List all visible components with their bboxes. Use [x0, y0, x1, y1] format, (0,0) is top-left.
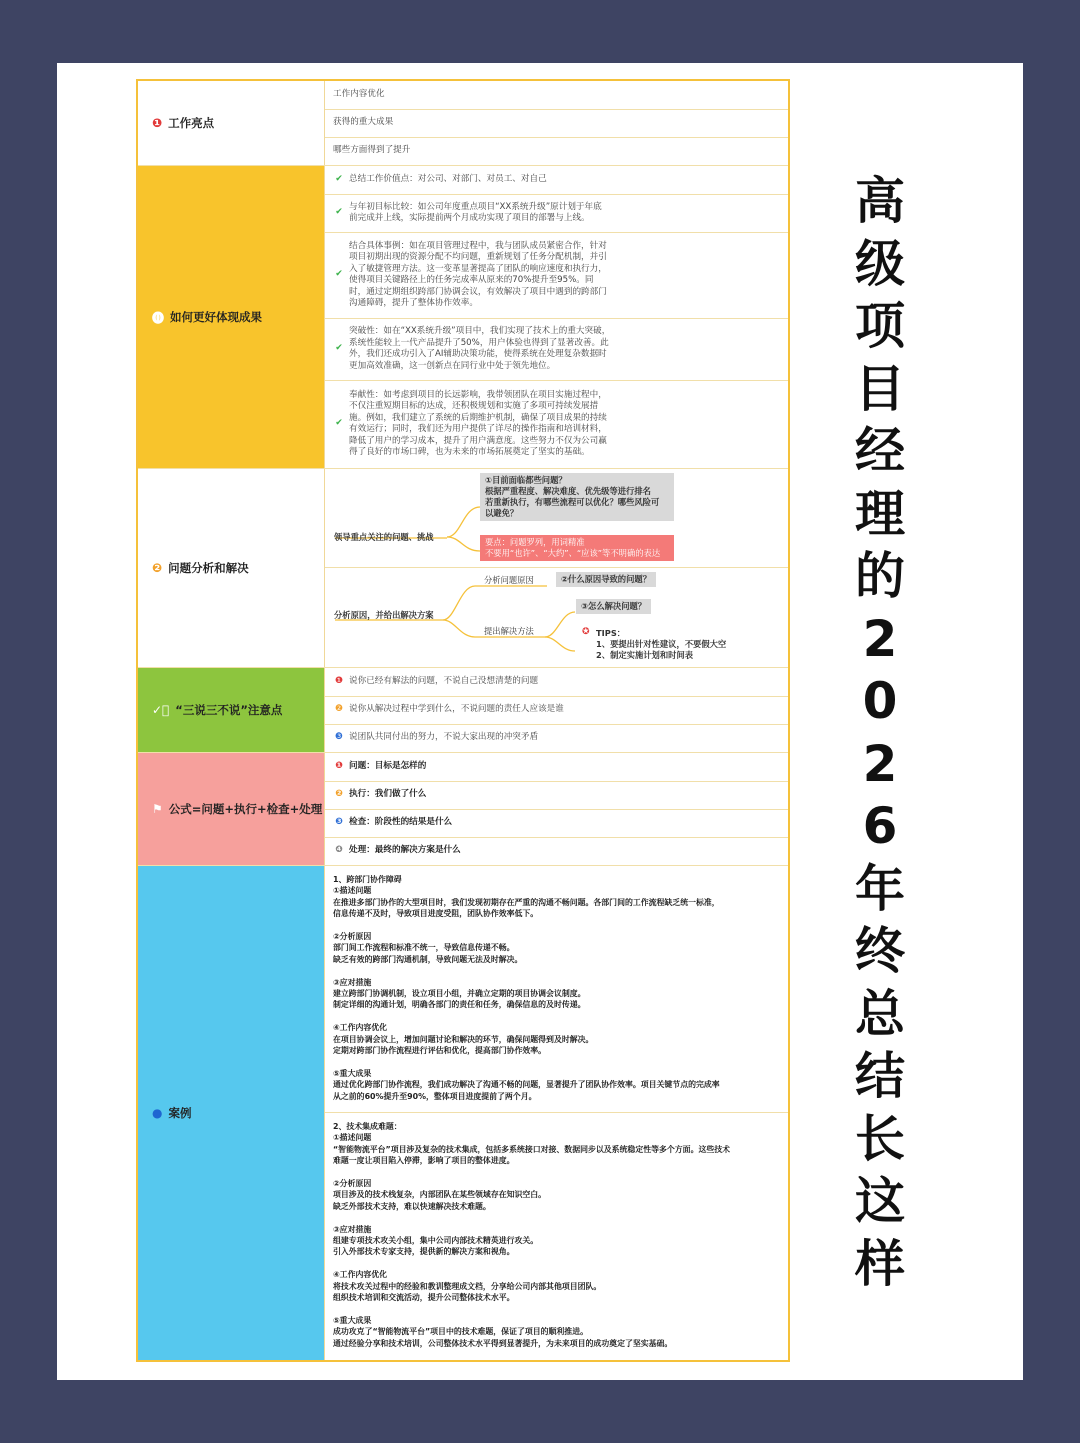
row-text: 哪些方面得到了提升	[333, 145, 411, 156]
list-item	[333, 781, 780, 809]
title-char: 经	[855, 422, 905, 480]
title-char: 2	[862, 734, 898, 793]
check-icon: ✔	[335, 174, 343, 185]
question-box-1: ①目前面临都些问题？ 根据严重程度、解决难度、优先级等进行排名 若重新执行，有哪些流程可以优化？哪些风险可 以避免？	[480, 473, 674, 521]
check-icon: ✔	[335, 343, 343, 354]
branch-analyze-causes: 分析原因，并给出解决方案	[334, 610, 434, 620]
section-label: 问题分析和解决	[168, 561, 249, 575]
list-item	[333, 109, 780, 137]
mindmap-table	[136, 79, 790, 1362]
row-text: 说团队共同付出的努力，不说大家出现的冲突矛盾	[349, 732, 539, 743]
list-item	[333, 809, 780, 837]
number-three-icon: ❸	[335, 817, 343, 828]
section-label: 公式=问题+执行+检查+处理	[168, 802, 323, 816]
case-2-text: 2、技术集成难题： ①描述问题 “智能物流平台”项目涉及复杂的技术集成，包括多系统接口对接、数据同步以及系统稳定性等多个方面。这些技术 难题一度让项目陷入停滞，影响了项目的整体进度。 ②分析原因 项目涉及的技术栈复杂，内部团队在某些领域存在知识空白。 缺乏外部技术支持，难以快速解决技术难题。 ③应对措施 组建专项技术攻关小组，集中公司内部技术精英进行攻关。 引入外部技术专家支持，提供新的解决方案和视角。 ④工作内容优化 将技术攻关过程中的经验和教训整理成文档，分享给公司内部其他项目团队。 组织技术培训和交流活动，提升公司整体技术水平。 ⑤重大成果 成功攻克了“智能物流平台”项目中的技术难题，保证了项目的顺利推进。 通过经验分享和技术培训，公司整体技术水平得到显著提升，为未来项目的成功奠定了坚实基础。	[333, 1122, 731, 1348]
check-icon: ✔	[335, 269, 343, 280]
row-text: 说你从解决过程中学到什么，不说问题的责任人应该是谁	[349, 704, 564, 715]
list-item	[333, 668, 780, 696]
list-item	[333, 318, 780, 380]
row-text: 突破性：如在“XX系统升级”项目中，我们实现了技术上的重大突破， 系统性能较上一代产品提升了50%，用户体验也得到了显著改善。此 外，我们还成功引入了AI辅助决策功能，使得系统在处理复杂数据时 更加高效准确，这一创新点在同行业中处于领先地位。	[349, 326, 611, 371]
title-char: 的	[855, 547, 905, 605]
vertical-title	[835, 170, 925, 1295]
title-char: 年	[855, 859, 905, 918]
row-text: 检查：阶段性的结果是什么	[349, 817, 453, 828]
section-label: 如何更好体现成果	[170, 310, 263, 324]
case-1-text: 1、跨部门协作障碍 ①描述问题 在推进多部门协作的大型项目时，我们发现初期存在严重的沟通不畅问题。各部门间的工作流程缺乏统一标准， 信息传递不及时，导致项目进度受阻，团队协作效率低下。 ②分析原因 部门间工作流程和标准不统一，导致信息传递不畅。 缺乏有效的跨部门沟通机制，导致问题无法及时解决。 ③应对措施 建立跨部门协调机制，设立项目小组，并确立定期的项目协调会议制度。 制定详细的沟通计划，明确各部门的责任和任务，确保信息的及时传递。 ④工作内容优化 在项目协调会议上，增加问题讨论和解决的环节，确保问题得到及时解决。 定期对跨部门协作流程进行评估和优化，提高部门协作效率。 ⑤重大成果 通过优化跨部门协作流程，我们成功解决了沟通不畅的问题，显著提升了团队协作效率。项目关键节点的完成率 从之前的60%提升至90%，整体项目进度提前了两个月。	[333, 875, 720, 1101]
number-one-icon: ❶	[335, 761, 343, 772]
title-char: 终	[855, 922, 905, 980]
list-item	[333, 232, 780, 318]
row-text: 问题：目标是怎样的	[349, 761, 427, 772]
title-char: 高	[855, 172, 905, 230]
row-text: 处理：最终的解决方案是什么	[349, 845, 461, 856]
orange-number-icon: ❷	[152, 561, 163, 575]
title-char: 级	[855, 234, 905, 293]
list-item	[333, 724, 780, 752]
check-icon: ✔	[335, 418, 343, 429]
number-three-icon: ❸	[334, 732, 344, 743]
list-item	[333, 696, 780, 724]
tips-text: TIPS： 1、要提出针对性建议，不要假大空 2、制定实施计划和时间表	[596, 628, 727, 660]
orange-number-icon: ⓿	[152, 310, 165, 325]
number-two-icon: ❷	[335, 789, 343, 800]
number-four-icon: ❹	[335, 845, 343, 856]
section-label: 案例	[168, 1106, 192, 1120]
row-text: 执行：我们做了什么	[349, 789, 427, 800]
list-item	[333, 166, 780, 194]
check-icon: ✔	[335, 207, 343, 218]
row-text: 说你已经有解法的问题，不说自己没想清楚的问题	[349, 676, 539, 687]
flag-icon: ⚑	[152, 802, 163, 816]
row-text: 奉献性：如考虑到项目的长远影响，我带领团队在项目实施过程中， 不仅注重短期目标的达成，还积极规划和实施了多项可持续发展措 施。例如，我们建立了系统的后期维护机制，确保了项目成果的持续 有效运行；同时，我们还为用户提供了详尽的操作指南和培训材料， 降低了用户的学习成本，提升了用户满意度。这些努力不仅为公司赢 得了良好的市场口碑，也为未来的市场拓展奠定了坚实的基础。	[349, 389, 607, 457]
title-char: 总	[855, 984, 905, 1043]
sub-branch-solutions: 提出解决方法	[484, 626, 534, 636]
title-char: 2	[862, 609, 898, 668]
row-text: 与年初目标比较：如公司年度重点项目“XX系统升级”原计划于年底 前完成并上线，实际提前两个月成功实现了项目的部署与上线。	[349, 201, 602, 223]
row-text: 总结工作价值点：对公司、对部门、对员工、对自己	[349, 174, 547, 185]
list-item	[333, 753, 780, 781]
title-char: 6	[862, 797, 898, 855]
title-char: 理	[855, 484, 905, 543]
section-three-dos-donts	[138, 668, 325, 752]
blue-dot-icon: ●	[152, 1106, 163, 1120]
list-item	[333, 81, 780, 109]
section-highlights	[138, 81, 325, 165]
title-char: 样	[855, 1234, 905, 1293]
list-item	[333, 837, 780, 865]
section-formula	[138, 753, 325, 865]
section-problem-analysis	[138, 469, 325, 667]
question-box-3: ③怎么解决问题？	[576, 599, 651, 614]
row-text: 工作内容优化	[333, 89, 385, 100]
branch-leader-concerns: 领导重点关注的问题、挑战	[334, 532, 434, 542]
title-char: 长	[855, 1109, 905, 1168]
warning-icon: ✪	[582, 627, 590, 637]
number-two-icon: ❷	[334, 704, 344, 715]
key-point-note: 要点：问题罗列，用词精准 不要用“也许”、“大约”、“应该”等不明确的表达	[480, 535, 674, 561]
list-item	[333, 137, 780, 165]
list-item	[333, 194, 780, 232]
red-number-icon: ❶	[152, 116, 163, 130]
title-char: 结	[855, 1047, 905, 1105]
check-circle-icon: ✓⃝	[152, 703, 170, 717]
title-char: 0	[862, 672, 898, 730]
sub-branch-causes: 分析问题原因	[484, 575, 534, 585]
title-char: 目	[855, 359, 905, 418]
section-label: 工作亮点	[168, 116, 215, 130]
title-char: 这	[855, 1172, 905, 1230]
row-text: 结合具体事例：如在项目管理过程中，我与团队成员紧密合作，针对 项目初期出现的资源分配不均问题，重新规划了任务分配机制，并引 入了敏捷管理方法。这一变革显著提高了团队的响应速度和执行力， 使得项目关键路径上的任务完成率从原来的70%提升至95%。同 时，通过定期组织跨部门协调会议，有效解决了项目中遇到的跨部门 沟通障碍，提升了整体协作效率。	[349, 240, 607, 308]
title-char: 项	[855, 297, 905, 355]
question-box-2: ②什么原因导致的问题？	[556, 572, 656, 587]
section-cases	[138, 866, 325, 1360]
section-label: “三说三不说”注意点	[175, 703, 283, 717]
section-present-results	[138, 166, 325, 468]
list-item	[333, 380, 780, 468]
row-text: 获得的重大成果	[333, 117, 394, 128]
number-one-icon: ❶	[334, 676, 344, 687]
